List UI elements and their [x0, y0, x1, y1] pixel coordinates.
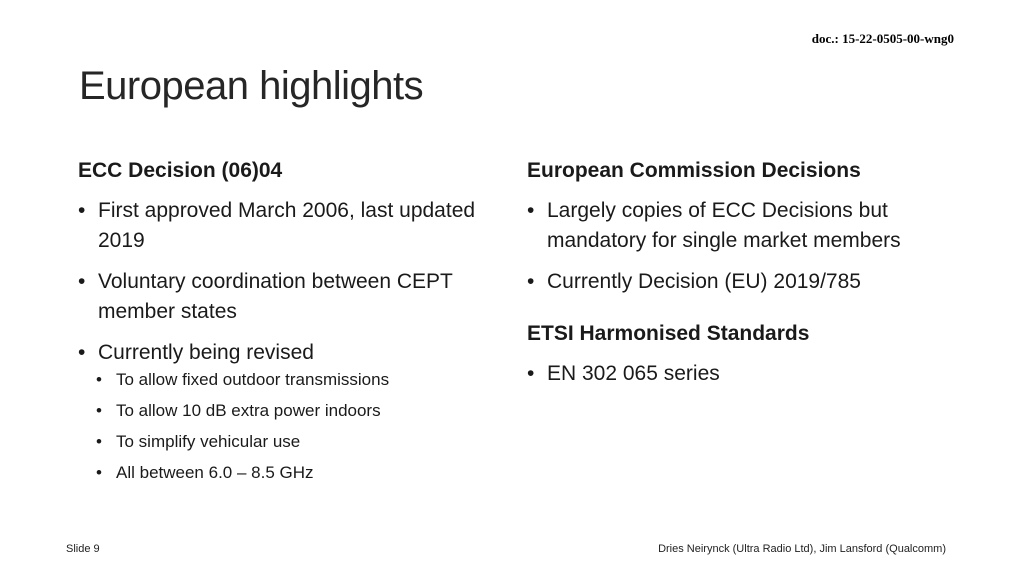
ecc-bullet-list: [78, 196, 498, 368]
sub-bullet-item: • To allow fixed outdoor transmissions: [78, 368, 498, 392]
ecc-decision-heading: ECC Decision (06)04: [78, 159, 283, 182]
bullet-item-revised: [78, 338, 498, 368]
footer-authors: Dries Neirynck (Ultra Radio Ltd), Jim Lansford (Qualcomm): [658, 543, 946, 555]
sub-bullet-item: • To simplify vehicular use: [78, 430, 498, 454]
bullet-item: • EN 302 065 series: [527, 359, 957, 389]
bullet-item: • Voluntary coordination between CEPT member states: [78, 267, 498, 327]
ec-decisions-heading: European Commission Decisions: [527, 159, 861, 182]
document-id: doc.: 15-22-0505-00-wng0: [811, 31, 954, 46]
bullet-item: • Largely copies of ECC Decisions but mandatory for single market members: [527, 196, 957, 256]
etsi-bullet-list: [527, 359, 957, 389]
sub-bullet-item: • All between 6.0 – 8.5 GHz: [78, 461, 498, 485]
bullet-item: • First approved March 2006, last updated 2019: [78, 196, 498, 256]
bullet-text: Currently being revised: [98, 341, 314, 364]
slide-number: Slide 9: [66, 543, 100, 555]
etsi-standards-heading: ETSI Harmonised Standards: [527, 322, 810, 345]
sub-bullet-item: • To allow 10 dB extra power indoors: [78, 399, 498, 423]
slide-title: European highlights: [79, 64, 424, 108]
ec-bullet-list: [527, 196, 957, 297]
revision-sub-list: [78, 368, 498, 485]
bullet-item: • Currently Decision (EU) 2019/785: [527, 267, 957, 297]
right-column: [527, 156, 957, 400]
left-column: [78, 156, 498, 492]
